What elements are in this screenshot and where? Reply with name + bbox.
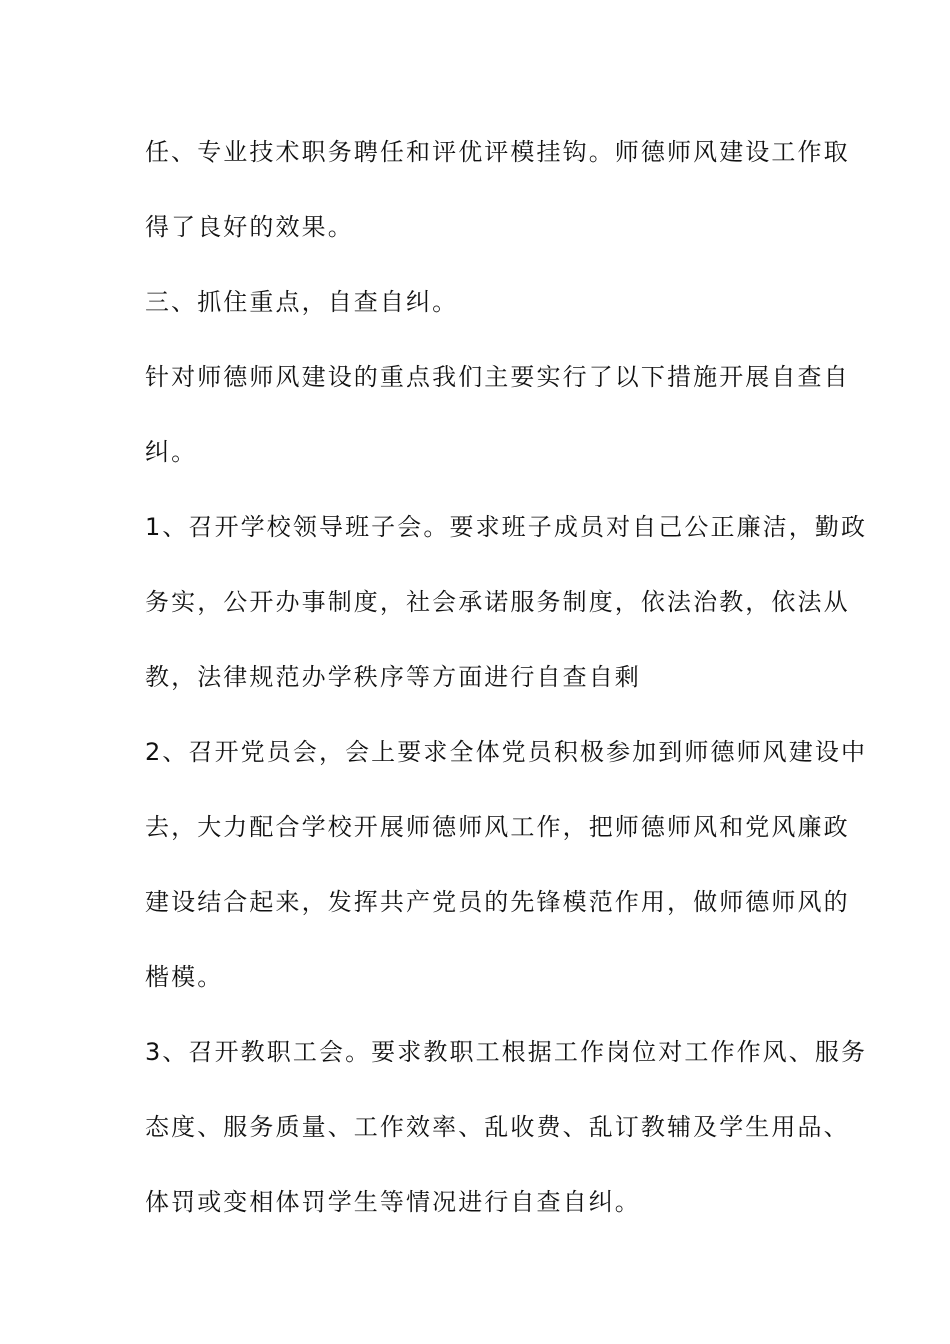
list-item-1-line: 务实，公开办事制度，社会承诺服务制度，依法治教，依法从	[145, 588, 850, 616]
list-item-3-line: 3、召开教职工会。要求教职工根据工作岗位对工作作风、服务	[145, 1038, 868, 1066]
section-heading: 三、抓住重点，自查自纠。	[145, 288, 459, 316]
list-item-2-line: 2、召开党员会，会上要求全体党员积极参加到师德师风建设中	[145, 738, 868, 766]
text-line: 任、专业技术职务聘任和评优评模挂钩。师德师风建设工作取	[145, 138, 850, 166]
list-item-1-line: 教，法律规范办学秩序等方面进行自查自剩	[145, 663, 641, 691]
list-item-3-line: 态度、服务质量、工作效率、乱收费、乱订教辅及学生用品、	[145, 1113, 850, 1141]
list-item-2-line: 建设结合起来，发挥共产党员的先锋模范作用，做师德师风的	[145, 888, 850, 916]
list-item-3-line: 体罚或变相体罚学生等情况进行自查自纠。	[145, 1188, 641, 1216]
list-item-2-line: 去，大力配合学校开展师德师风工作，把师德师风和党风廉政	[145, 813, 850, 841]
text-line: 得了良好的效果。	[145, 213, 354, 241]
text-line: 纠。	[145, 438, 198, 466]
list-item-1-line: 1、召开学校领导班子会。要求班子成员对自己公正廉洁，勤政	[145, 513, 868, 541]
text-line: 针对师德师风建设的重点我们主要实行了以下措施开展自查自	[145, 363, 850, 391]
list-item-2-line: 楷模。	[145, 963, 224, 991]
